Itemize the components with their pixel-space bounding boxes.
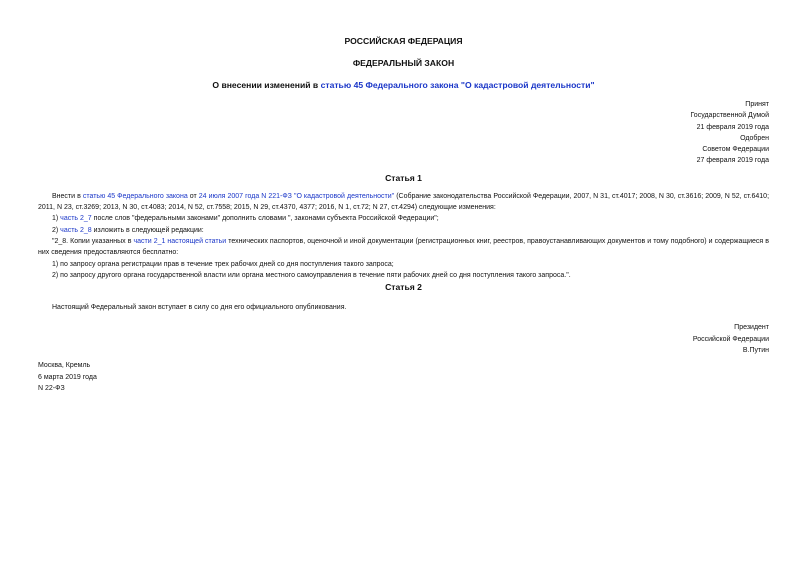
signature-line: Президент bbox=[734, 324, 769, 332]
article-2-text: Настоящий Федеральный закон вступает в силу со дня его официального опубликования. bbox=[52, 304, 347, 312]
link-part-2-8[interactable]: часть 2_8 bbox=[60, 226, 92, 234]
adoption-line: Одобрен bbox=[740, 134, 769, 142]
place-date-line: Москва, Кремль bbox=[38, 362, 91, 370]
link-part-2-7[interactable]: часть 2_7 bbox=[60, 215, 92, 223]
signature-line: Российской Федерации bbox=[692, 335, 769, 343]
document-page bbox=[38, 30, 769, 394]
link-article-45[interactable]: статью 45 Федерального закона bbox=[82, 192, 188, 200]
adoption-line: 27 февраля 2019 года bbox=[696, 157, 769, 165]
link-part-2-1[interactable]: части 2_1 настоящей статьи bbox=[133, 237, 227, 245]
article-1-intro: Внести в статью 45 Федерального закона от 24 июля 2007 года N 221-ФЗ "О кадастровой деятельности" (Собрание законодательства Российской Федерации, 2007, N 31, ст.4017; 2008, N 30, ст.3616; 2009, N 52, ст.6410; 2011, N 23, ст.3269; 2013, N 30, ст.4083; 2014, N 52, ст.7558; 2015, N 29, ст.4370, 4377; 2016, N 1, ст.72; N 27, ст.4294) следующие изменения: bbox=[38, 192, 770, 212]
place-date-block bbox=[38, 360, 769, 394]
article-1-quote: "2_8. Копии указанных в части 2_1 настоящей статьи технических паспортов, оценочной и иной документации (регистрационных книг, реестров, правоустанавливающих документов и тому подобного) и содержащиеся в них сведения предоставляются бесплатно: bbox=[38, 237, 769, 257]
place-date-line: 6 марта 2019 года bbox=[38, 373, 97, 381]
article-1-item-2: 2) часть 2_8 изложить в следующей редакции: bbox=[52, 226, 204, 234]
federation-heading: РОССИЙСКАЯ ФЕДЕРАЦИЯ bbox=[344, 36, 463, 46]
article-1-title: Статья 1 bbox=[385, 172, 422, 183]
adoption-line: Принят bbox=[745, 101, 769, 108]
adoption-line: Советом Федерации bbox=[702, 146, 769, 154]
adoption-line: 21 февраля 2019 года bbox=[696, 123, 769, 131]
article-2-title: Статья 2 bbox=[385, 282, 422, 293]
law-title-prefix: О внесении изменений в bbox=[212, 80, 321, 90]
law-title bbox=[38, 79, 769, 91]
law-title-link[interactable]: статью 45 Федерального закона "О кадастровой деятельности" bbox=[320, 80, 595, 90]
article-1-item-1: 1) часть 2_7 после слов "федеральными законами" дополнить словами ", законами субъекта Российской Федерации"; bbox=[52, 215, 439, 223]
place-date-line: N 22-ФЗ bbox=[38, 384, 65, 392]
signature-line: В.Путин bbox=[742, 347, 769, 355]
adoption-line: Государственной Думой bbox=[690, 112, 769, 120]
link-law-date[interactable]: 24 июля 2007 года N 221-ФЗ bbox=[198, 192, 292, 200]
article-1-subitem-1: 1) по запросу органа регистрации прав в течение трех рабочих дней со дня поступления такого запроса; bbox=[52, 260, 394, 268]
link-law-name[interactable]: "О кадастровой деятельности" bbox=[293, 192, 395, 200]
signature-block bbox=[38, 322, 769, 356]
adoption-block bbox=[38, 99, 769, 167]
article-1-subitem-2: 2) по запросу другого органа государственной власти или органа местного самоуправления в течение пяти рабочих дней со дня поступления такого запроса.". bbox=[52, 271, 571, 279]
law-type-heading: ФЕДЕРАЛЬНЫЙ ЗАКОН bbox=[352, 58, 455, 68]
